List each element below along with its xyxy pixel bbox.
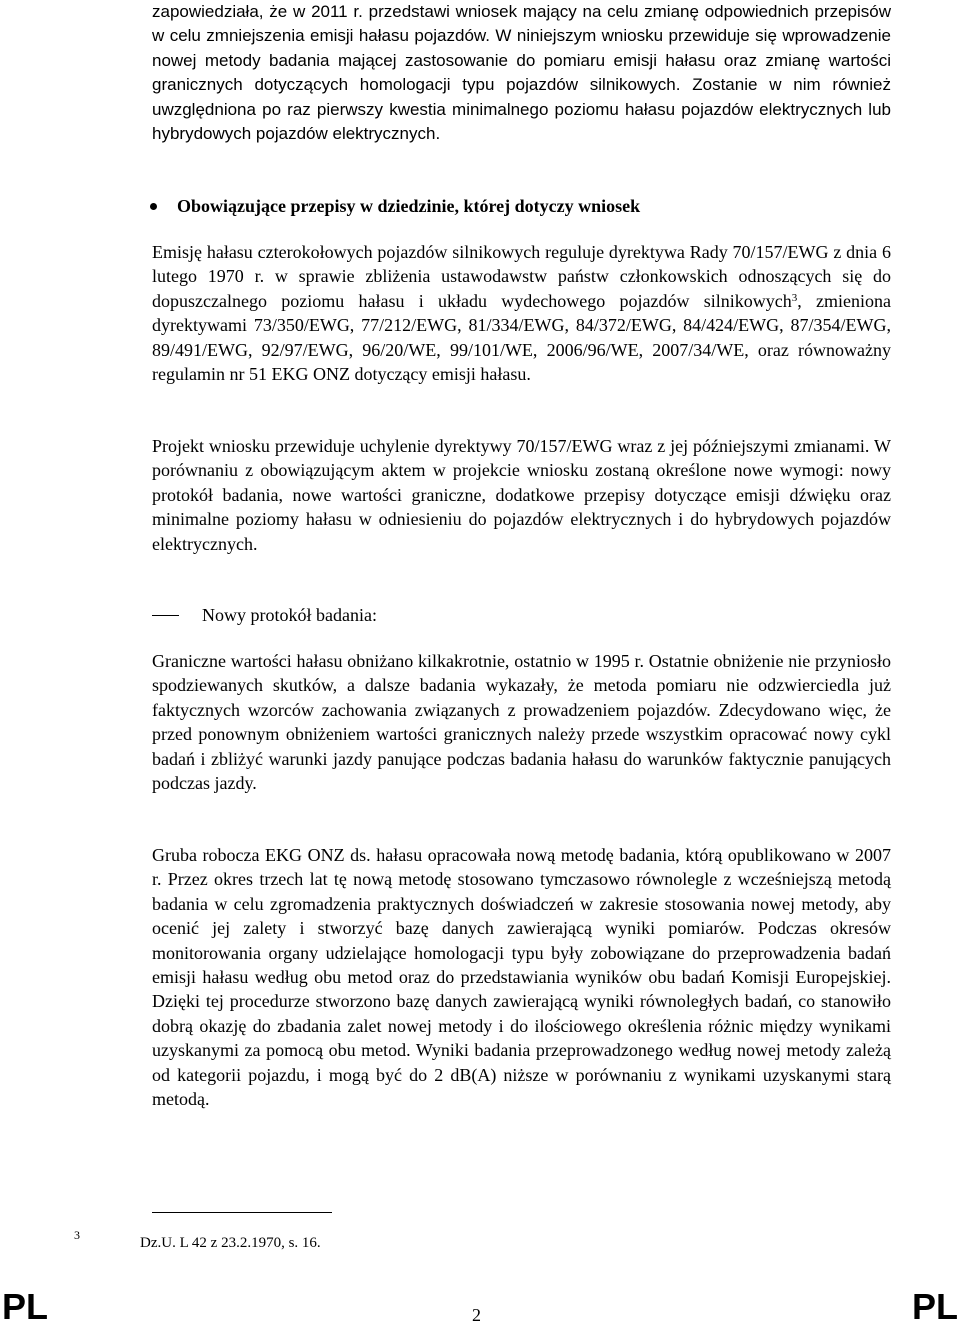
paragraph-current-law-continued: , zmieniona dyrektywami 73/350/EWG, 77/212/EWG, 81/334/EWG, 84/372/EWG, 84/424/EWG, 87/354/EWG, 89/491/EWG, 92/97/EWG, 96/20/WE, 99/101/WE, 2006/96/WE, 2007/34/WE, oraz równoważny regulamin nr 51 EKG ONZ dotyczący emisji hałasu. [152, 290, 891, 385]
footnote-reference[interactable]: 3 [791, 291, 798, 304]
footnote-divider [152, 1212, 332, 1213]
paragraph-current-law-text: Emisję hałasu czterokołowych pojazdów silnikowych reguluje dyrektywa Rady 70/157/EWG z dnia 6 lutego 1970 r. w sprawie zbliżenia ustawodawstw państw członkowskich odnoszących się do dopuszczalnego poziomu hałasu i układu wydechowego pojazdów silnikowych [152, 242, 891, 311]
paragraph-limit-values: Graniczne wartości hałasu obniżano kilkakrotnie, ostatnio w 1995 r. Ostatnie obniżenie nie przyniosło spodziewanych skutków, a dalsze badania wykazały, że metoda pomiaru nie odzwierciedla już faktycznych wzorców zachowania związanych z prowadzeniem pojazdów. Zdecydowano więc, że przed ponownym obniżeniem wartości granicznych należy przede wszystkim opracować nowy cykl badań i zbliżyć warunki jazdy panujące podczas badania hałasu do warunków faktycznie panujących podczas jazdy. [152, 651, 891, 794]
intro-paragraph [152, 0, 891, 146]
dash-icon [152, 615, 179, 616]
subheading-test-protocol: Nowy protokół badania: [202, 605, 377, 625]
intro-line-2: W niniejszym wniosku przewiduje się wprowadzenie nowej metody badania mającej zastosowanie do pomiaru emisji hałasu oraz zmianę wartości granicznych dotyczących homologacji typu pojazdów silnikowych. [152, 26, 891, 95]
footer-language-left: PL [2, 1286, 49, 1327]
footnote-text: Dz.U. L 42 z 23.2.1970, s. 16. [140, 1235, 321, 1251]
subheading-row [152, 603, 891, 627]
footer-language-right: PL [911, 1286, 958, 1327]
section-heading-row [152, 193, 891, 219]
paragraph-current-law [152, 240, 891, 386]
intro-line-1: zapowiedziała, że w 2011 r. przedstawi wniosek mający na celu zmianę odpowiednich przepisów w celu zmniejszenia emisji hałasu pojazdów. [152, 2, 891, 46]
paragraph-working-group: Gruba robocza EKG ONZ ds. hałasu opracowała nową metodę badania, którą opublikowano w 2007 r. Przez okres trzech lat tę nową metodę stosowano tymczasowo równolegle z wcześniejszą metodą badania w celu zgromadzenia praktycznych doświadczeń w zakresie stosowania nowej metody, aby ocenić jej zalety i stworzyć bazę danych zawierającą wyniki pomiarów. Podczas okresów monitorowania organy udzielające homologacji typu były zobowiązane do przeprowadzenia badań emisji hałasu według obu metod oraz do przedstawiania wyników obu badań Komisji Europejskiej. Dzięki tej procedurze stworzono bazę danych zawierającą wyniki równoległych badań, co stanowiło dobrą okazję do zbadania zalet nowej metody i do ilościowego określenia różnic między wynikami uzyskanymi za pomocą obu metod. Wyniki badania przeprowadzonego według nowej metody zależą od kategorii pojazdu, i mogą być do 2 dB(A) niższe w porównaniu z wynikami uzyskanymi starą metodą. [152, 845, 891, 1110]
page-number: 2 [472, 1305, 481, 1325]
intro-line-3: Zostanie w nim również uwzględniona po raz pierwszy kwestia minimalnego poziomu hałasu pojazdów elektrycznych lub hybrydowych pojazdów elektrycznych. [152, 75, 891, 144]
section-heading: Obowiązujące przepisy w dziedzinie, której dotyczy wniosek [177, 196, 641, 216]
paragraph-proposal: Projekt wniosku przewiduje uchylenie dyrektywy 70/157/EWG wraz z jej późniejszymi zmianami. W porównaniu z obowiązującym aktem w projekcie wniosku zostaną określone nowe wymogi: nowy protokół badania, nowe wartości graniczne, dodatkowe przepisy dotyczące emisji dźwięku oraz minimalne poziomy hałasu w odniesieniu do pojazdów elektrycznych i do hybrydowych pojazdów elektrycznych. [152, 436, 891, 554]
bullet-icon [150, 203, 157, 210]
footnote-mark: 3 [74, 1228, 80, 1242]
